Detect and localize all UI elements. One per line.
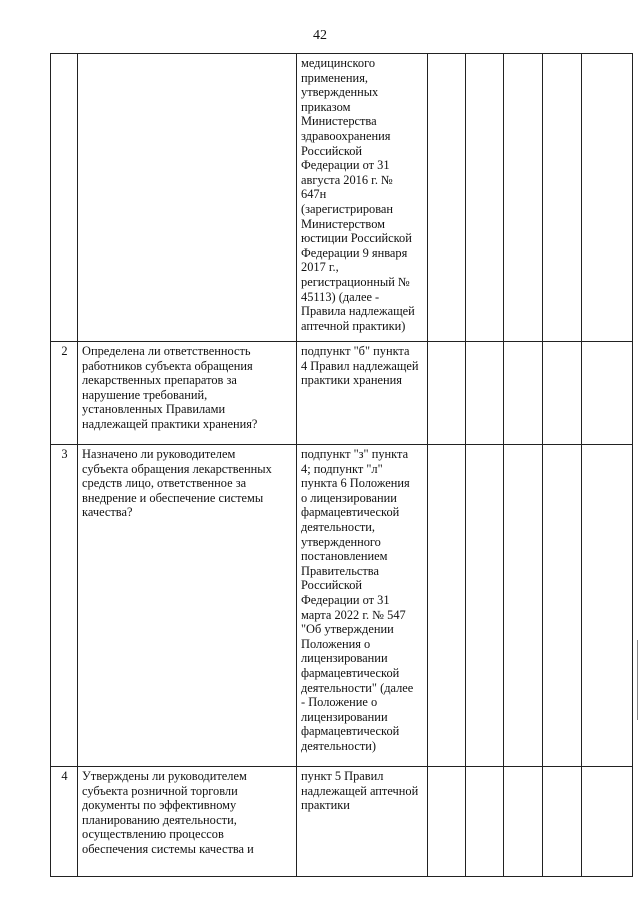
reference-cell: подпункт "б" пункта 4 Правил надлежащей практики хранения <box>297 342 428 445</box>
answer-cell-yes <box>428 767 466 877</box>
answer-cell-na <box>504 445 543 767</box>
reference-cell: медицинского применения, утвержденных приказом Министерства здравоохранения Российской Федерации от 31 августа 2016 г. № 647н (зарегистрирован Министерством юстиции Российской Федерации 9 января 2017 г., регистрационный № 45113) (далее - Правила надлежащей аптечной практики) <box>297 54 428 342</box>
answer-cell-extra <box>543 445 582 767</box>
answer-cell-yes <box>428 445 466 767</box>
reference-cell: пункт 5 Правил надлежащей аптечной практики <box>297 767 428 877</box>
question-cell: Утверждены ли руководителем субъекта розничной торговли документы по эффективному планированию деятельности, осуществлению процессов обеспечения системы качества и <box>78 767 297 877</box>
answer-cell-na <box>504 342 543 445</box>
table-row <box>51 54 633 342</box>
scan-edge-mark <box>637 640 638 720</box>
note-cell <box>582 445 633 767</box>
answer-cell-na <box>504 54 543 342</box>
note-cell <box>582 342 633 445</box>
row-number <box>51 54 78 342</box>
answer-cell-extra <box>543 342 582 445</box>
table-row <box>51 342 633 445</box>
answer-cell-no <box>466 445 504 767</box>
reference-cell: подпункт "з" пункта 4; подпункт "л" пункта 6 Положения о лицензировании фармацевтической деятельности, утвержденного постановлением Правительства Российской Федерации от 31 марта 2022 г. № 547 "Об утверждении Положения о лицензировании фармацевтической деятельности" (далее - Положение о лицензировании фармацевтической деятельности) <box>297 445 428 767</box>
answer-cell-extra <box>543 54 582 342</box>
page-number: 42 <box>313 28 327 43</box>
row-number: 4 <box>51 767 78 877</box>
question-cell: Определена ли ответственность работников субъекта обращения лекарственных препаратов за нарушение требований, установленных Правилами надлежащей практики хранения? <box>78 342 297 445</box>
answer-cell-yes <box>428 342 466 445</box>
answer-cell-no <box>466 54 504 342</box>
row-number: 2 <box>51 342 78 445</box>
row-number: 3 <box>51 445 78 767</box>
answer-cell-no <box>466 767 504 877</box>
note-cell <box>582 767 633 877</box>
checklist-table <box>50 53 633 877</box>
answer-cell-no <box>466 342 504 445</box>
answer-cell-yes <box>428 54 466 342</box>
note-cell <box>582 54 633 342</box>
question-cell: Назначено ли руководителем субъекта обращения лекарственных средств лицо, ответственное за внедрение и обеспечение системы качества? <box>78 445 297 767</box>
answer-cell-na <box>504 767 543 877</box>
table-row <box>51 445 633 767</box>
question-cell <box>78 54 297 342</box>
answer-cell-extra <box>543 767 582 877</box>
table-row <box>51 767 633 877</box>
